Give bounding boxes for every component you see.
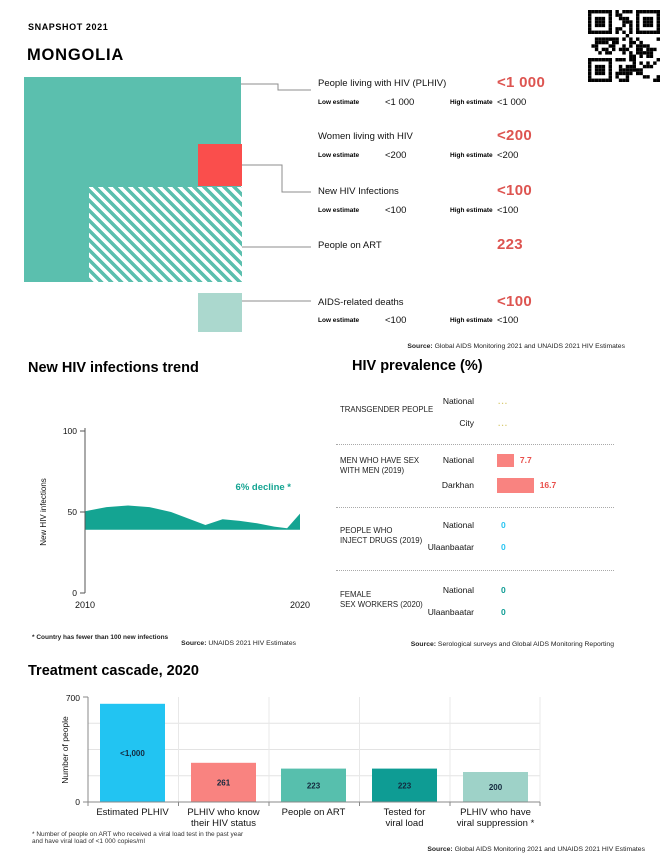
cascade-category-label: viral load bbox=[385, 818, 424, 829]
prevalence-row bbox=[376, 518, 506, 532]
stat-label-aids-deaths: AIDS-related deaths bbox=[318, 297, 404, 308]
row-value: ... bbox=[498, 396, 509, 406]
cascade-bar-value: 261 bbox=[216, 778, 231, 788]
group-label-msm: WITH MEN (2019) bbox=[340, 466, 405, 475]
row-label: City bbox=[459, 418, 474, 428]
high-estimate-label: High estimate bbox=[450, 152, 493, 159]
stat-label-women: Women living with HIV bbox=[318, 131, 413, 142]
prevalence-row bbox=[376, 394, 508, 408]
cascade-category-label: PLHIV who have bbox=[460, 807, 531, 818]
cascade-footnote: * Number of people on ART who received a viral load test in the past year and have viral load of <1 000 copies/ml bbox=[32, 831, 244, 845]
dotted-separator bbox=[336, 570, 614, 571]
cascade-bar-value: 223 bbox=[306, 781, 321, 791]
cascade-bar-value: <1,000 bbox=[120, 748, 145, 758]
high-estimate-label: High estimate bbox=[450, 207, 493, 214]
dotted-separator bbox=[336, 507, 614, 508]
hiv-prevalence-panel bbox=[336, 392, 618, 654]
stat-label-art: People on ART bbox=[318, 240, 382, 251]
country-title: MONGOLIA bbox=[27, 46, 125, 64]
low-estimate-value: <200 bbox=[385, 150, 407, 161]
cascade-category-label: PLHIV who know bbox=[187, 807, 260, 818]
y-tick-0: 0 bbox=[72, 588, 77, 598]
row-label: Ulaanbaatar bbox=[427, 542, 474, 552]
low-estimate-value: <100 bbox=[385, 205, 407, 216]
row-label: Ulaanbaatar bbox=[427, 607, 474, 617]
y-tick-50: 50 bbox=[67, 507, 77, 517]
row-value: 0 bbox=[501, 585, 506, 595]
row-label: National bbox=[442, 455, 474, 465]
high-estimate-label: High estimate bbox=[450, 317, 493, 324]
row-label: Darkhan bbox=[441, 480, 474, 490]
stat-value-women: <200 bbox=[497, 127, 532, 144]
cascade-bar-value: 223 bbox=[397, 781, 412, 791]
snapshot-year-label: SNAPSHOT 2021 bbox=[28, 22, 109, 32]
cascade-category-label: viral suppression * bbox=[456, 818, 535, 829]
high-estimate-value: <1 000 bbox=[497, 97, 527, 108]
prevalence-row bbox=[376, 605, 506, 619]
cascade-y-axis-label: Number of people bbox=[60, 716, 70, 784]
high-estimate-value: <200 bbox=[497, 150, 519, 161]
low-estimate-label: Low estimate bbox=[318, 99, 360, 106]
group-label-pwid: PEOPLE WHO bbox=[340, 526, 393, 535]
prevalence-bar bbox=[497, 454, 514, 467]
prevalence-title: HIV prevalence (%) bbox=[352, 358, 483, 374]
row-value: 0 bbox=[501, 520, 506, 530]
dotted-separator bbox=[336, 444, 614, 445]
high-estimate-value: <100 bbox=[497, 205, 519, 216]
group-label-msm: MEN WHO HAVE SEX bbox=[340, 456, 420, 465]
row-value: 7.7 bbox=[519, 455, 532, 465]
cascade-source: Source: Global AIDS Monitoring 2021 and UNAIDS 2021 HIV Estimates bbox=[427, 846, 645, 853]
stat-value-aids-deaths: <100 bbox=[497, 293, 532, 310]
stats-source: Source: Global AIDS Monitoring 2021 and UNAIDS 2021 HIV Estimates bbox=[407, 343, 625, 350]
stat-label-plhiv: People living with HIV (PLHIV) bbox=[318, 78, 447, 89]
decline-annotation: 6% decline * bbox=[235, 482, 291, 493]
trend-area-shape bbox=[85, 506, 300, 530]
low-estimate-label: Low estimate bbox=[318, 207, 360, 214]
x-tick-2010: 2010 bbox=[74, 600, 96, 610]
stat-value-plhiv: <1 000 bbox=[497, 74, 546, 91]
qr-code bbox=[588, 10, 660, 82]
prevalence-bar bbox=[497, 478, 534, 493]
prevalence-row bbox=[376, 416, 508, 430]
group-label-fsw: FEMALE bbox=[340, 590, 372, 599]
trend-footnote: * Country has fewer than 100 new infections bbox=[32, 634, 169, 641]
group-label-pwid: INJECT DRUGS (2019) bbox=[340, 536, 423, 545]
trend-chart-title: New HIV infections trend bbox=[28, 360, 199, 376]
row-value: 0 bbox=[501, 607, 506, 617]
group-label-transgender: TRANSGENDER PEOPLE bbox=[340, 405, 434, 414]
treatment-cascade-chart bbox=[28, 688, 640, 848]
trend-source: Source: UNAIDS 2021 HIV Estimates bbox=[181, 640, 296, 647]
cascade-title: Treatment cascade, 2020 bbox=[28, 663, 199, 679]
prevalence-row bbox=[376, 583, 506, 597]
trend-y-axis-label: New HIV infections bbox=[39, 478, 48, 546]
low-estimate-value: <100 bbox=[385, 315, 407, 326]
y-tick-100: 100 bbox=[62, 426, 77, 436]
y-tick-0: 0 bbox=[75, 797, 80, 807]
low-estimate-label: Low estimate bbox=[318, 317, 360, 324]
row-value: ... bbox=[498, 418, 509, 428]
stat-value-new-infections: <100 bbox=[497, 182, 532, 199]
row-value: 16.7 bbox=[539, 480, 557, 490]
cascade-category-label: People on ART bbox=[281, 807, 346, 818]
row-label: National bbox=[442, 396, 474, 406]
stat-estimates-aids-deaths bbox=[0, 315, 670, 327]
low-estimate-label: Low estimate bbox=[318, 152, 360, 159]
cascade-category-label: Estimated PLHIV bbox=[96, 807, 169, 818]
high-estimate-value: <100 bbox=[497, 315, 519, 326]
cascade-bar-value: 200 bbox=[488, 783, 503, 792]
stat-estimates-new-infections bbox=[0, 205, 670, 217]
new-hiv-infections-trend-chart bbox=[28, 420, 328, 625]
row-label: National bbox=[442, 520, 474, 530]
row-value: 0 bbox=[501, 542, 506, 552]
prevalence-row bbox=[376, 540, 506, 554]
high-estimate-label: High estimate bbox=[450, 99, 493, 106]
cascade-category-label: their HIV status bbox=[191, 818, 256, 829]
y-tick-700: 700 bbox=[65, 693, 80, 703]
row-label: National bbox=[442, 585, 474, 595]
cascade-category-label: Tested for bbox=[383, 807, 426, 818]
x-tick-2020: 2020 bbox=[289, 600, 311, 610]
people-on-art-hatched-square bbox=[89, 187, 242, 282]
stat-estimates-plhiv bbox=[0, 97, 670, 109]
prevalence-source: Source: Serological surveys and Global AIDS Monitoring Reporting bbox=[410, 641, 614, 648]
group-label-fsw: SEX WORKERS (2020) bbox=[340, 600, 423, 609]
stat-value-art: 223 bbox=[497, 236, 523, 253]
low-estimate-value: <1 000 bbox=[385, 97, 415, 108]
stat-estimates-women bbox=[0, 150, 670, 162]
prevalence-row bbox=[376, 453, 532, 467]
prevalence-row bbox=[376, 477, 556, 493]
stat-label-new-infections: New HIV Infections bbox=[318, 186, 399, 197]
